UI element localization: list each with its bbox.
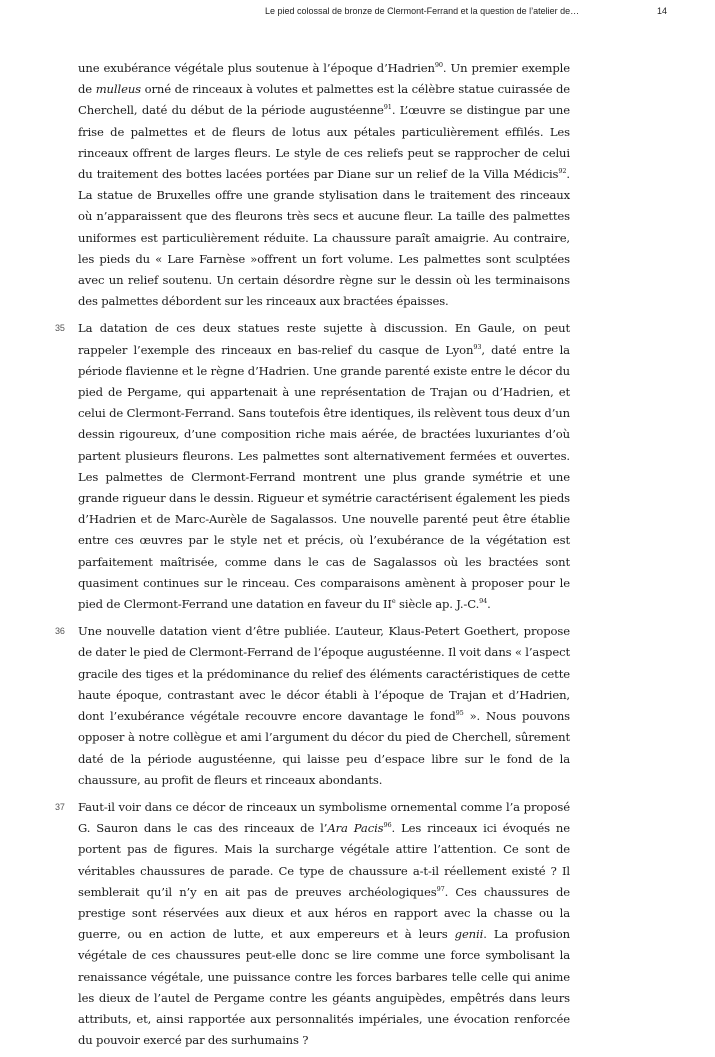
text-run: . Un premier exemple de: [78, 61, 570, 97]
italic-term: mulleus: [95, 82, 142, 97]
text-run: Faut-il voir dans ce décor de rinceaux un symbolisme ornemental comme l’a proposé G. Sauron dans le cas des rinceaux de l’: [78, 799, 570, 836]
paragraph-number: 35: [55, 323, 65, 334]
footnote-ref: 96: [383, 821, 392, 830]
text-run: . Les rinceaux ici évoqués ne portent pas de figures. Mais la surcharge végétale attire l’attention. Ce sont de véritables chaussures de parade. Ce type de chaussure a-t-il réellement existé ? Il semblerait qu’il n’y en ait pas de preuves archéologiques: [78, 821, 570, 899]
text-run: ». Nous pouvons opposer à notre collègue et ami l’argument du décor du pied de Cherchell, sûrement daté de la période augustéenne, qui laisse peu d’espace libre sur le fond de la chaussure, au profit de fleurs et rinceaux abondants.: [78, 709, 570, 787]
text-run: La datation de ces deux statues reste sujette à discussion. En Gaule, on peut rappeler l’exemple des rinceaux en bas-relief du casque de Lyon: [78, 321, 570, 357]
running-title: Le pied colossal de bronze de Clermont-Ferrand et la question de l’atelier de…: [265, 6, 580, 16]
text-run: . La profusion végétale de ces chaussures peut-elle donc se lire comme une force symbolisant la renaissance végétale, une puissance contre les forces barbares telle celle qui anime les dieux de l’autel de Pergame contre les géants anguipèdes, empêtrés dans leurs attributs, et, ainsi rapportée aux personnalités impériales, une évocation renforcée du pouvoir exercé par des surhumains ?: [78, 927, 570, 1048]
paragraph: [55, 621, 570, 791]
text-run: . La statue de Bruxelles offre une grande stylisation dans le traitement des rinceaux où n’apparaissent que des fleurons très secs et aucune fleur. La taille des palmettes uniformes est particulièrement réduite. La chaussure paraît amaigrie. Au contraire, les pieds du « Lare Farnèse »offrent un fort volume. Les palmettes sont sculptées avec un relief soutenu. Un certain désordre règne sur le dessin où les terminaisons des palmettes débordent sur les rinceaux aux bractées épaisses.: [78, 167, 570, 309]
footnote-ref: 97: [436, 884, 445, 893]
text-run: , daté entre la période flavienne et le règne d’Hadrien. Une grande parenté existe entre le décor du pied de Pergame, qui appartenait à une représentation de Trajan ou d’Hadrien, et celui de Clermont-Ferrand. Sans toutefois être identiques, ils relèvent tous deux d’un dessin rigoureux, d’une composition riche mais aérée, de bractées luxuriantes d’où partent plusieurs fleurons. Les palmettes sont alternativement fermées et ouvertes. Les palmettes de Clermont-Ferrand montrent une plus grande symétrie et une grande rigueur dans le dessin. Rigueur et symétrie caractérisent également les pieds d’Hadrien et de Marc-Aurèle de Sagalassos. Une nouvelle parenté peut être établie entre ces œuvres par le style net et précis, où l’exubérance de la végétation est parfaitement maîtrisée, comme dans le cas de Sagalassos où les bractées sont quasiment continues sur le rinceau. Ces comparaisons amènent à proposer pour le pied de Clermont-Ferrand une datation en faveur du II: [78, 342, 570, 612]
paragraph-number: 36: [55, 626, 65, 637]
footnote-ref: 92: [558, 167, 567, 176]
footnote-ref: e: [391, 597, 396, 606]
text-run: Une nouvelle datation vient d’être publiée. L’auteur, Klaus-Petert Goethert, propose de dater le pied de Clermont-Ferrand de l’époque augustéenne. Il voit dans « l’aspect gracile des tiges et la prédominance du relief des éléments caractéristiques de cette haute époque, contrastant avec le décor établi à l’époque de Trajan et d’Hadrien, dont l’exubérance végétale recouvre encore davantage le fond: [78, 624, 570, 724]
text-run: orné de rinceaux à volutes et palmettes est la célèbre statue cuirassée de Cherchell, daté du début de la période augustéenne: [78, 82, 570, 118]
text-run: siècle ap. J.-C.: [395, 597, 480, 612]
paragraph-number: 37: [55, 801, 65, 812]
footnote-ref: 90: [434, 61, 443, 69]
text-run: .: [487, 597, 491, 612]
italic-term: genii: [454, 927, 484, 942]
article-body: [55, 58, 570, 1057]
text-run: . Ces chaussures de prestige sont réservées aux dieux et aux héros en rapport avec la chasse ou la guerre, ou en action de lutte, et aux empereurs et à leurs: [78, 884, 570, 942]
running-header: [0, 6, 715, 20]
page-number: 14: [657, 6, 668, 16]
paragraph: [55, 318, 570, 615]
footnote-ref: 95: [455, 709, 464, 718]
footnote-ref: 93: [473, 342, 482, 351]
text-run: . L’œuvre se distingue par une frise de palmettes et de fleurs de lotus aux pétales particulièrement effilés. Les rinceaux offrent de larges fleurs. Le style de ces reliefs peut se rapprocher de celui du traitement des bottes lacées portées par Diane sur un relief de la Villa Médicis: [78, 103, 570, 182]
paragraph: [78, 58, 570, 312]
paragraph: [55, 797, 570, 1051]
footnote-ref: 94: [479, 597, 488, 606]
footnote-ref: 91: [383, 103, 392, 112]
italic-term: Ara Pacis: [327, 821, 384, 836]
text-run: une exubérance végétale plus soutenue à l’époque d’Hadrien: [78, 61, 435, 75]
